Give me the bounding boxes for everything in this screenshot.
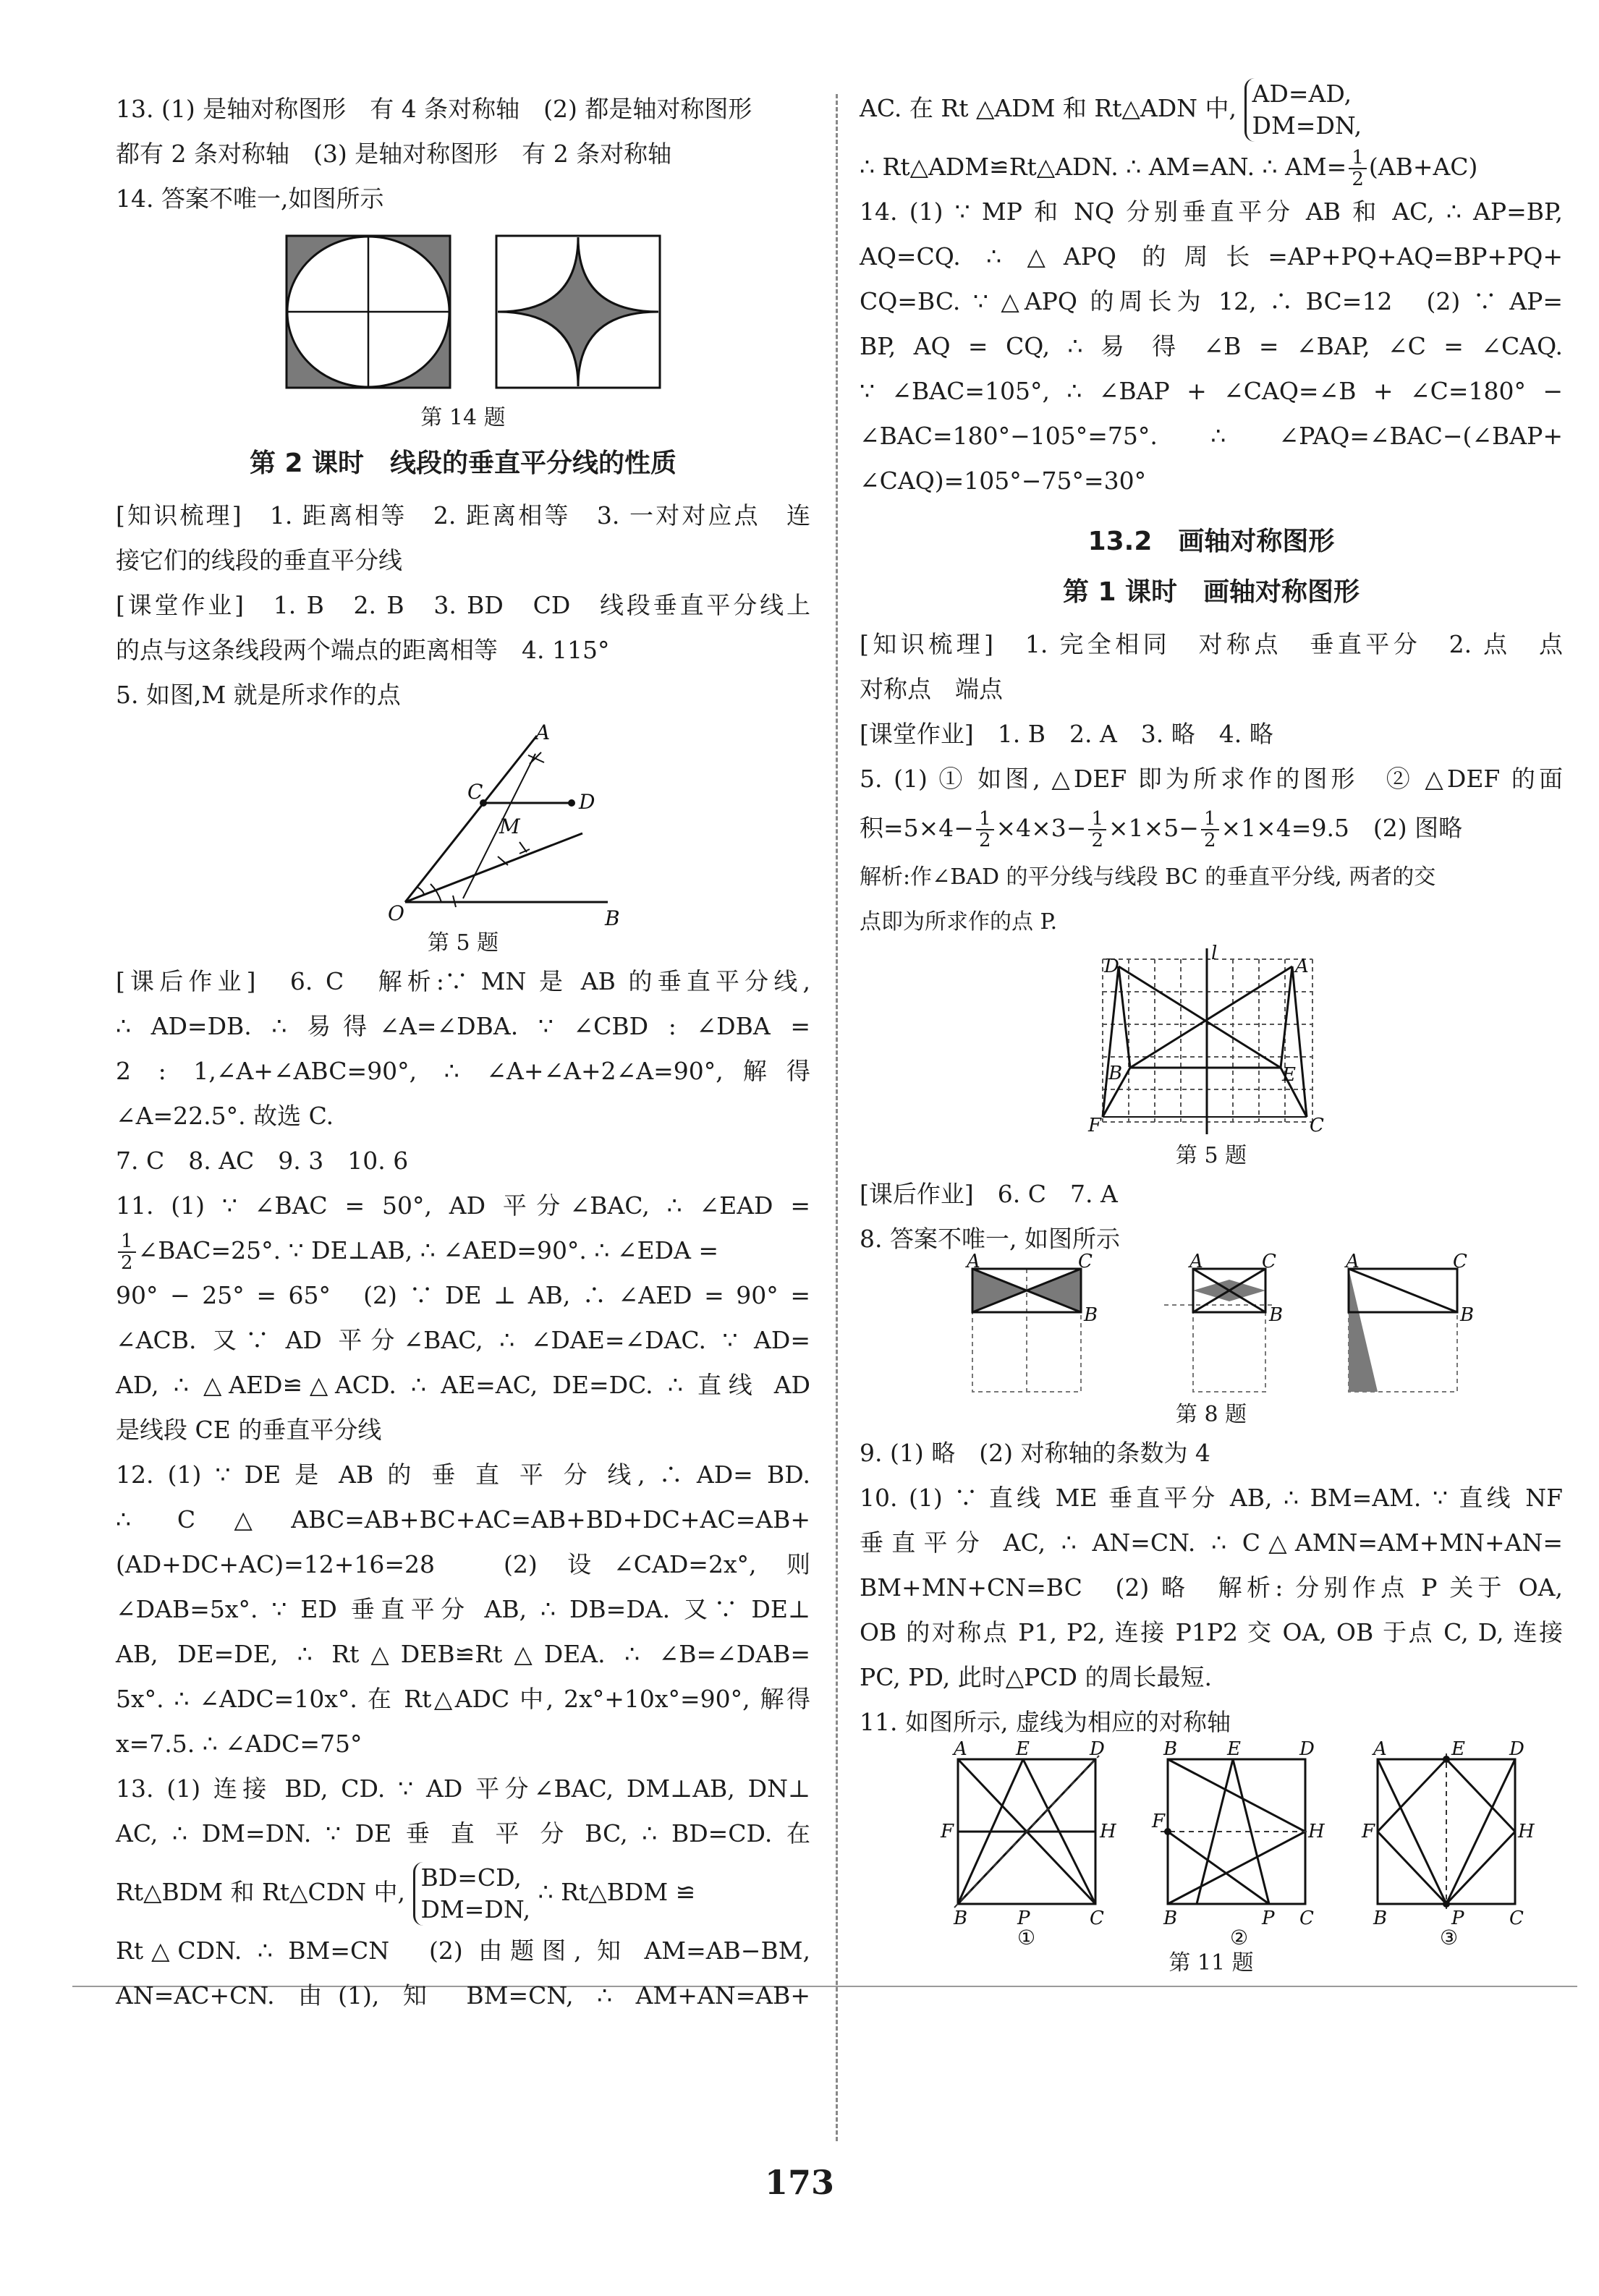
equation-system-1: BD=CD, DM=DN, [413, 1862, 531, 1926]
fraction-half: $\frac{1}{2}$ [118, 1231, 136, 1273]
svg-text:B: B [1269, 1304, 1284, 1326]
svg-text:D: D [579, 790, 595, 814]
fig11-label-1: ① [1017, 1926, 1036, 1950]
r10-line5: PC, PD, 此时△PCD 的周长最短. [860, 1663, 1212, 1691]
q5-line: 5. 如图,M 就是所求作的点 [116, 681, 401, 709]
r5-analysis2: 点即为所求作的点 P. [860, 909, 1058, 935]
q13-line2b: AC, ∴ DM=DN. ∵ DE 垂 直 平 分 BC, ∴ BD=CD. 在 [116, 1819, 810, 1848]
q11-line1: 11. (1) ∵ ∠BAC = 50°, AD 平分∠BAC, ∴ ∠EAD = [116, 1191, 810, 1220]
svg-text:C: C [1310, 1115, 1324, 1136]
svg-text:B: B [1373, 1908, 1388, 1929]
svg-text:C: C [1090, 1908, 1104, 1929]
q12-line4: ∠DAB=5x°. ∵ ED 垂直平分 AB, ∴ DB=DA. 又∵ DE⊥ [116, 1595, 810, 1623]
fraction-half: $\frac{1}{2}$ [1088, 809, 1106, 851]
r10-line3: BM+MN+CN=BC (2) 略 解析: 分别作点 P 关于 OA, [860, 1573, 1563, 1602]
q11-line5: AD, ∴ △AED≌△ACD. ∴ AE=AC, DE=DC. ∴ 直线 AD [116, 1371, 810, 1399]
svg-text:B: B [1084, 1304, 1098, 1326]
svg-text:P: P [1017, 1908, 1030, 1929]
q11-line2: $\frac{1}{2}$ ∠BAC=25°. ∵ DE⊥AB, ∴ ∠AED=90°. ∴ ∠EDA = [116, 1228, 810, 1273]
q11-line3: 90° − 25° = 65° (2) ∵ DE ⊥ AB, ∴ ∠AED = 90° = [116, 1281, 810, 1309]
svg-text:C: C [467, 780, 483, 804]
svg-text:A: A [954, 1738, 967, 1760]
lesson2-title: 第 2 课时 线段的垂直平分线的性质 [249, 448, 677, 478]
knowledge-line2: 接它们的线段的垂直平分线 [116, 546, 402, 574]
svg-text:D: D [1509, 1738, 1524, 1760]
r-classwork-line: [课堂作业] 1. B 2. A 3. 略 4. 略 [860, 720, 1273, 748]
q12-line5: AB, DE=DE, ∴ Rt△DEB≌Rt△DEA. ∴ ∠B=∠DAB= [116, 1640, 810, 1668]
svg-text:C: C [1299, 1908, 1314, 1929]
q13-line2: 都有 2 条对称轴 (3) 是轴对称图形 有 2 条对称轴 [116, 140, 672, 168]
fraction-half: $\frac{1}{2}$ [1349, 148, 1367, 190]
r9-line: 9. (1) 略 (2) 对称轴的条数为 4 [860, 1439, 1210, 1467]
r-line1: AC. 在 Rt △ADM 和 Rt△ADN 中, AD=AD, DM=DN, [860, 72, 1563, 145]
q14-line: 14. 答案不唯一,如图所示 [116, 184, 384, 213]
fig8 [915, 1251, 1508, 1399]
r8-line: 8. 答案不唯一, 如图所示 [860, 1225, 1120, 1253]
r14-line1: 14. (1) ∵ MP 和 NQ 分别垂直平分 AB 和 AC, ∴ AP=BP, [860, 197, 1563, 226]
q12-line2: ∴ C△ABC=AB+BC+AC=AB+BD+DC+AC=AB+ [116, 1505, 810, 1534]
lesson1-title: 第 1 课时 画轴对称图形 [1062, 577, 1360, 607]
svg-text:C: C [1078, 1251, 1093, 1272]
fig11-label-3: ③ [1440, 1926, 1459, 1950]
svg-text:A: A [1346, 1251, 1360, 1272]
fig5-left-caption: 第 5 题 [427, 930, 499, 956]
page-number: 173 [764, 2163, 835, 2202]
q12-line3: (AD+DC+AC)=12+16=28 (2) 设∠CAD=2x°, 则 [116, 1550, 810, 1578]
equation-system-2: AD=AD, DM=DN, [1244, 78, 1362, 142]
r-knowledge-line2: 对称点 端点 [860, 675, 1003, 703]
svg-text:P: P [1262, 1908, 1275, 1929]
svg-text:B: B [1460, 1304, 1475, 1326]
r-knowledge-line1: [知识梳理] 1. 完全相同 对称点 垂直平分 2. 点 点 [860, 630, 1563, 658]
svg-text:D: D [1090, 1738, 1105, 1760]
svg-text:H: H [1308, 1821, 1325, 1842]
svg-text:H: H [1518, 1821, 1535, 1842]
svg-text:D: D [1104, 956, 1119, 977]
svg-text:A: A [1373, 1738, 1387, 1760]
q11-line4: ∠ACB. 又∵ AD 平分∠BAC, ∴ ∠DAE=∠DAC. ∵ AD= [116, 1326, 810, 1354]
r5-line1: 5. (1) ① 如图, △DEF 即为所求作的图形 ② △DEF 的面 [860, 765, 1563, 793]
r14-line5: ∵ ∠BAC=105°, ∴ ∠BAP + ∠CAQ=∠B + ∠C=180° − [860, 377, 1563, 405]
r10-line4: OB 的对称点 P1, P2, 连接 P1P2 交 OA, OB 于点 C, D, 连接 [860, 1618, 1563, 1646]
svg-text:C: C [1509, 1908, 1524, 1929]
svg-text:B: B [954, 1908, 968, 1929]
fig5-right [1038, 945, 1385, 1140]
fraction-half: $\frac{1}{2}$ [976, 809, 994, 851]
svg-text:E: E [1282, 1064, 1296, 1086]
homework-line1: [课后作业] 6. C 解析:∵ MN 是 AB 的垂直平分线, [116, 967, 810, 995]
svg-text:M: M [499, 815, 520, 838]
r-line2: ∴ Rt△ADM≌Rt△ADN. ∴ AM=AN. ∴ AM= $\frac{1}{2}$ (AB+AC) [860, 147, 1478, 190]
q6-line4: ∠A=22.5°. 故选 C. [116, 1102, 334, 1130]
knowledge-line1: [知识梳理] 1. 距离相等 2. 距离相等 3. 一对对应点 连 [116, 501, 810, 530]
q13-line5b: AN=AC+CN. 由(1), 知 BM=CN, ∴ AM+AN=AB+ [116, 1981, 810, 2010]
r14-line6: ∠BAC=180°−105°=75°. ∴ ∠PAQ=∠BAC−(∠BAP+ [860, 422, 1563, 450]
q12-line7: x=7.5. ∴ ∠ADC=75° [116, 1730, 362, 1758]
svg-text:B: B [1163, 1908, 1178, 1929]
svg-text:F: F [1088, 1115, 1102, 1136]
svg-text:C: C [1453, 1251, 1467, 1272]
fraction-half: $\frac{1}{2}$ [1201, 809, 1219, 851]
r14-line3: CQ=BC. ∵ △APQ 的周长为 12, ∴ BC=12 (2) ∵ AP= [860, 287, 1563, 315]
q13-line1: 13. (1) 是轴对称图形 有 4 条对称轴 (2) 都是轴对称图形 [116, 95, 752, 123]
right-column [860, 80, 1563, 1979]
section-title: 13.2 画轴对称图形 [1087, 527, 1335, 556]
q11-line6: 是线段 CE 的垂直平分线 [116, 1416, 382, 1444]
svg-text:F: F [1152, 1811, 1166, 1832]
r14-line2: AQ=CQ. ∴ △APQ 的周长=AP+PQ+AQ=BP+PQ+ [860, 242, 1563, 271]
fig5-left [275, 718, 651, 930]
svg-text:B: B [605, 906, 620, 930]
svg-text:F: F [941, 1821, 954, 1842]
svg-text:O: O [388, 901, 404, 925]
column-divider [836, 94, 838, 2141]
q12-line1: 12. (1) ∵ DE 是 AB 的 垂 直 平 分 线, ∴ AD= BD. [116, 1460, 810, 1489]
svg-text:A: A [1295, 956, 1309, 977]
fig14-caption: 第 14 题 [420, 405, 506, 430]
r11-line: 11. 如图所示, 虚线为相应的对称轴 [860, 1708, 1231, 1736]
svg-text:H: H [1100, 1821, 1116, 1842]
r14-line7: ∠CAQ)=105°−75°=30° [860, 467, 1147, 495]
fig11 [893, 1738, 1535, 1950]
svg-text:C: C [1262, 1251, 1276, 1272]
r10-line2: 垂直平分 AC, ∴ AN=CN. ∴ C△AMN=AM+MN+AN= [860, 1528, 1563, 1557]
svg-text:E: E [1451, 1738, 1465, 1760]
r14-line4: BP, AQ = CQ, ∴ 易 得 ∠B = ∠BAP, ∠C = ∠CAQ. [860, 332, 1563, 360]
fig11-caption: 第 11 题 [1168, 1950, 1254, 1976]
svg-text:A: A [535, 720, 551, 744]
q7-10-line: 7. C 8. AC 9. 3 10. 6 [116, 1147, 409, 1175]
left-column [116, 87, 810, 2018]
svg-text:F: F [1362, 1821, 1375, 1842]
svg-text:D: D [1299, 1738, 1315, 1760]
q13-line3b: Rt△BDM 和 Rt△CDN 中, BD=CD, DM=DN, ∴ Rt△BDM ≌ [116, 1856, 810, 1929]
q6-line3: 2 : 1,∠A+∠ABC=90°, ∴ ∠A+∠A+2∠A=90°,解得 [116, 1057, 810, 1085]
svg-text:B: B [1163, 1738, 1178, 1760]
svg-text:P: P [1451, 1908, 1464, 1929]
fig5-right-caption: 第 5 题 [1175, 1143, 1247, 1168]
svg-text:E: E [1227, 1738, 1241, 1760]
q13-line1b: 13. (1) 连接 BD, CD. ∵ AD 平分∠BAC, DM⊥AB, DN⊥ [116, 1774, 810, 1803]
q13-line4b: Rt△CDN. ∴ BM=CN (2) 由题图, 知 AM=AB−BM, [116, 1936, 810, 1965]
svg-text:A: A [967, 1251, 980, 1272]
r5-analysis1: 解析:作∠BAD 的平分线与线段 BC 的垂直平分线, 两者的交 [860, 864, 1436, 890]
q12-line6: 5x°. ∴ ∠ADC=10x°. 在 Rt△ADC 中, 2x°+10x°=90°, 解得 [116, 1685, 810, 1713]
svg-text:B: B [1108, 1063, 1123, 1084]
classwork-line2: 的点与这条线段两个端点的距离相等 4. 115° [116, 636, 610, 664]
svg-text:l: l [1211, 943, 1218, 964]
q6-line2: ∴ AD=DB. ∴ 易得∠A=∠DBA. ∵ ∠CBD : ∠DBA = [116, 1012, 810, 1040]
svg-text:A: A [1189, 1251, 1203, 1272]
fig8-caption: 第 8 题 [1175, 1402, 1247, 1427]
r5-line2: 积=5×4− $\frac{1}{2}$ ×4×3− $\frac{1}{2}$ ×1×5− $\frac{1}{2}$ ×1×4=9.5 (2) 图略 [860, 808, 1463, 851]
fig11-label-2: ② [1230, 1926, 1249, 1950]
svg-text:E: E [1016, 1738, 1030, 1760]
r10-line1: 10. (1) ∵ 直线 ME 垂直平分 AB, ∴ BM=AM. ∵ 直线 NF [860, 1484, 1563, 1512]
classwork-line1: [课堂作业] 1. B 2. B 3. BD CD 线段垂直平分线上 [116, 591, 810, 619]
fig14 [174, 229, 752, 402]
r-homework-line: [课后作业] 6. C 7. A [860, 1180, 1118, 1208]
